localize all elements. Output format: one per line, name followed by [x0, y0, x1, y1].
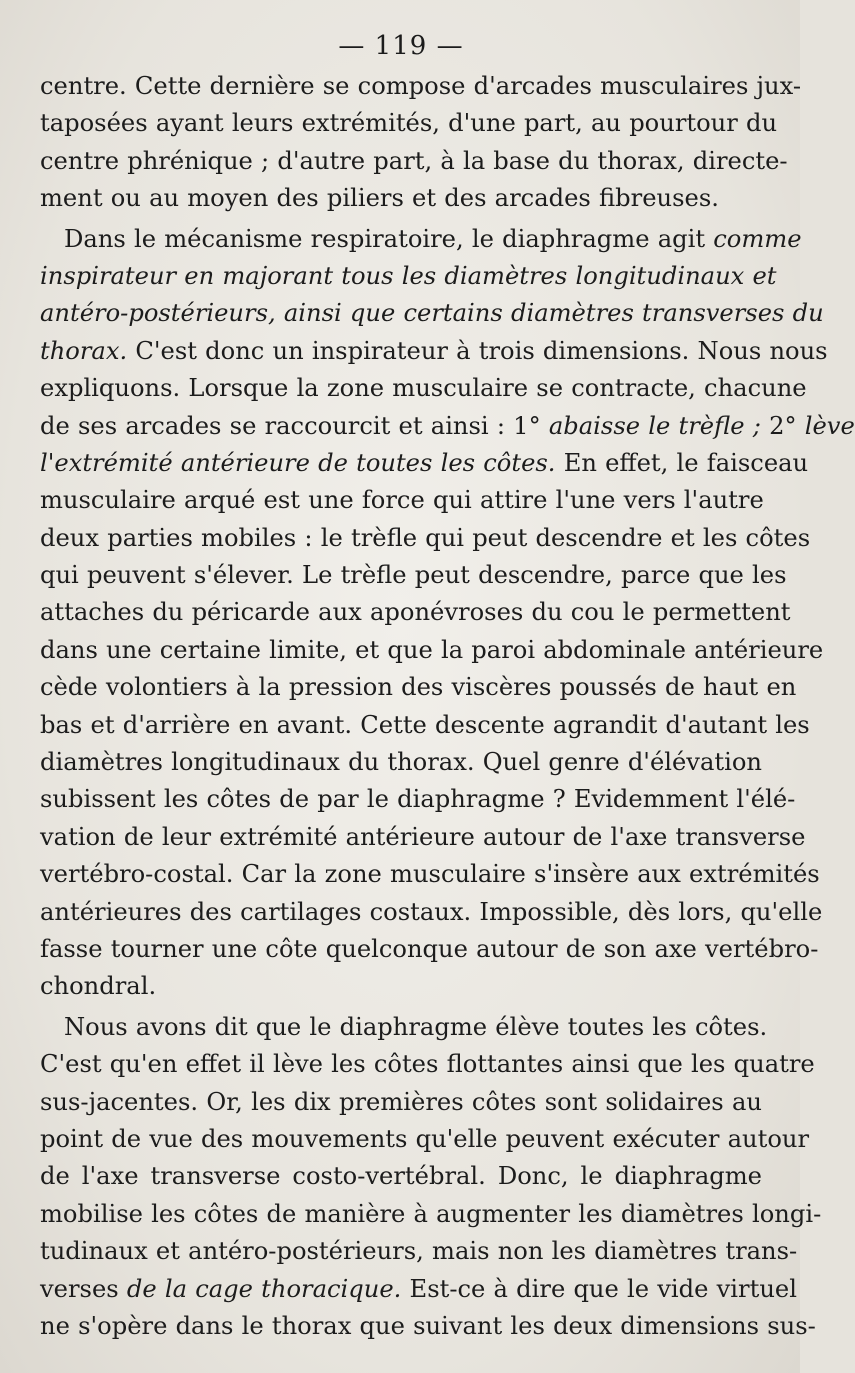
text-line	[40, 1121, 810, 1158]
italic-run: lève	[804, 411, 855, 440]
text-line	[40, 1009, 768, 1046]
text-line	[40, 68, 802, 105]
italic-run: comme	[713, 224, 802, 253]
text-run: C'est qu'en effet il lève les côtes flottantes ainsi que les quatre	[40, 1050, 815, 1079]
paragraph	[40, 221, 855, 1006]
text-run: fasse tourner une côte quelconque autour de son axe vertébro-	[40, 934, 819, 963]
text-line	[40, 180, 762, 217]
text-line	[40, 1046, 815, 1083]
text-line	[40, 1308, 816, 1345]
text-line	[40, 1196, 822, 1233]
text-run: point de vue des mouvements qu'elle peuvent exécuter autour	[40, 1124, 810, 1153]
text-run: verses	[40, 1274, 127, 1303]
italic-run: thorax.	[40, 336, 128, 365]
text-line	[40, 105, 778, 142]
text-run: attaches du péricarde aux aponévroses du cou le permettent	[40, 598, 791, 627]
text-line	[40, 931, 819, 968]
text-run: qui peuvent s'élever. Le trèfle peut descendre, parce que les	[40, 561, 787, 590]
italic-run: l'extrémité antérieure de toutes les côtes.	[40, 448, 556, 477]
text-line	[40, 408, 855, 445]
italic-run: abaisse le trèfle ;	[548, 411, 761, 440]
text-line	[40, 557, 787, 594]
text-run: tudinaux et antéro-postérieurs, mais non les diamètres trans-	[40, 1237, 798, 1266]
text-line	[40, 856, 820, 893]
text-run: ment ou au moyen des piliers et des arcades fibreuses.	[40, 184, 719, 213]
text-line	[40, 707, 810, 744]
text-run: 2°	[760, 411, 805, 440]
text-line	[40, 445, 809, 482]
text-run: diamètres longitudinaux du thorax. Quel genre d'élévation	[40, 748, 762, 777]
text-line	[40, 258, 777, 295]
text-line	[40, 295, 824, 332]
text-line	[40, 1158, 762, 1195]
text-run: dans une certaine limite, et que la paroi abdominale antérieure	[40, 635, 824, 664]
page-number: — 119 —	[338, 31, 464, 61]
text-run: musculaire arqué est une force qui attire l'une vers l'autre	[40, 486, 764, 515]
text-run: mobilise les côtes de manière à augmenter les diamètres longi-	[40, 1199, 822, 1228]
text-line	[40, 819, 806, 856]
text-line	[40, 669, 797, 706]
text-run: ne s'opère dans le thorax que suivant les deux dimensions sus-	[40, 1311, 816, 1340]
text-line	[40, 1233, 798, 1270]
text-line	[40, 781, 796, 818]
text-run: sus-jacentes. Or, les dix premières côtes sont solidaires au	[40, 1087, 762, 1116]
paragraph	[40, 1009, 822, 1346]
text-line	[40, 520, 811, 557]
text-run: taposées ayant leurs extrémités, d'une part, au pourtour du	[40, 109, 778, 138]
body-text	[40, 68, 855, 1345]
paragraph	[40, 68, 802, 218]
text-run: deux parties mobiles : le trèfle qui peut descendre et les côtes	[40, 523, 811, 552]
text-line	[40, 594, 791, 631]
text-line	[40, 370, 807, 407]
text-line	[40, 894, 823, 931]
text-run: vertébro-costal. Car la zone musculaire s'insère aux extrémités	[40, 860, 820, 889]
text-line	[40, 143, 788, 180]
text-run: centre phrénique ; d'autre part, à la base du thorax, directe-	[40, 146, 788, 175]
text-run: bas et d'arrière en avant. Cette descente agrandit d'autant les	[40, 710, 810, 739]
text-run: centre. Cette dernière se compose d'arcades musculaires jux-	[40, 72, 802, 100]
text-run: C'est donc un inspirateur à trois dimensions. Nous nous	[127, 336, 828, 365]
text-run: subissent les côtes de par le diaphragme ? Evidemment l'élé-	[40, 785, 796, 814]
text-line	[40, 744, 762, 781]
text-run: cède volontiers à la pression des viscères poussés de haut en	[40, 673, 797, 702]
italic-run: antéro-postérieurs, ainsi que certains diamètres transverses du	[40, 299, 824, 328]
text-line	[40, 968, 762, 1005]
text-run: chondral.	[40, 972, 157, 1001]
text-run: vation de leur extrémité antérieure autour de l'axe transverse	[40, 822, 806, 851]
text-run: antérieures des cartilages costaux. Impossible, dès lors, qu'elle	[40, 897, 823, 926]
italic-run: inspirateur en majorant tous les diamètres longitudinaux et	[40, 261, 777, 290]
text-run: Dans le mécanisme respiratoire, le diaphragme agit	[64, 224, 714, 253]
text-run: Nous avons dit que le diaphragme élève toutes les côtes.	[64, 1012, 768, 1041]
text-run: Est-ce à dire que le vide virtuel	[401, 1274, 797, 1303]
text-run: expliquons. Lorsque la zone musculaire se contracte, chacune	[40, 374, 807, 403]
italic-run: de la cage thoracique.	[126, 1274, 402, 1303]
text-run: En effet, le faisceau	[555, 448, 809, 477]
text-line	[40, 221, 802, 258]
text-run: de l'axe transverse costo-vertébral. Donc, le diaphragme	[40, 1162, 762, 1191]
text-line	[40, 482, 762, 519]
text-run: de ses arcades se raccourcit et ainsi : 1°	[40, 411, 549, 440]
text-line	[40, 333, 828, 370]
text-line	[40, 1271, 797, 1308]
text-line	[40, 1084, 762, 1121]
text-line	[40, 632, 824, 669]
